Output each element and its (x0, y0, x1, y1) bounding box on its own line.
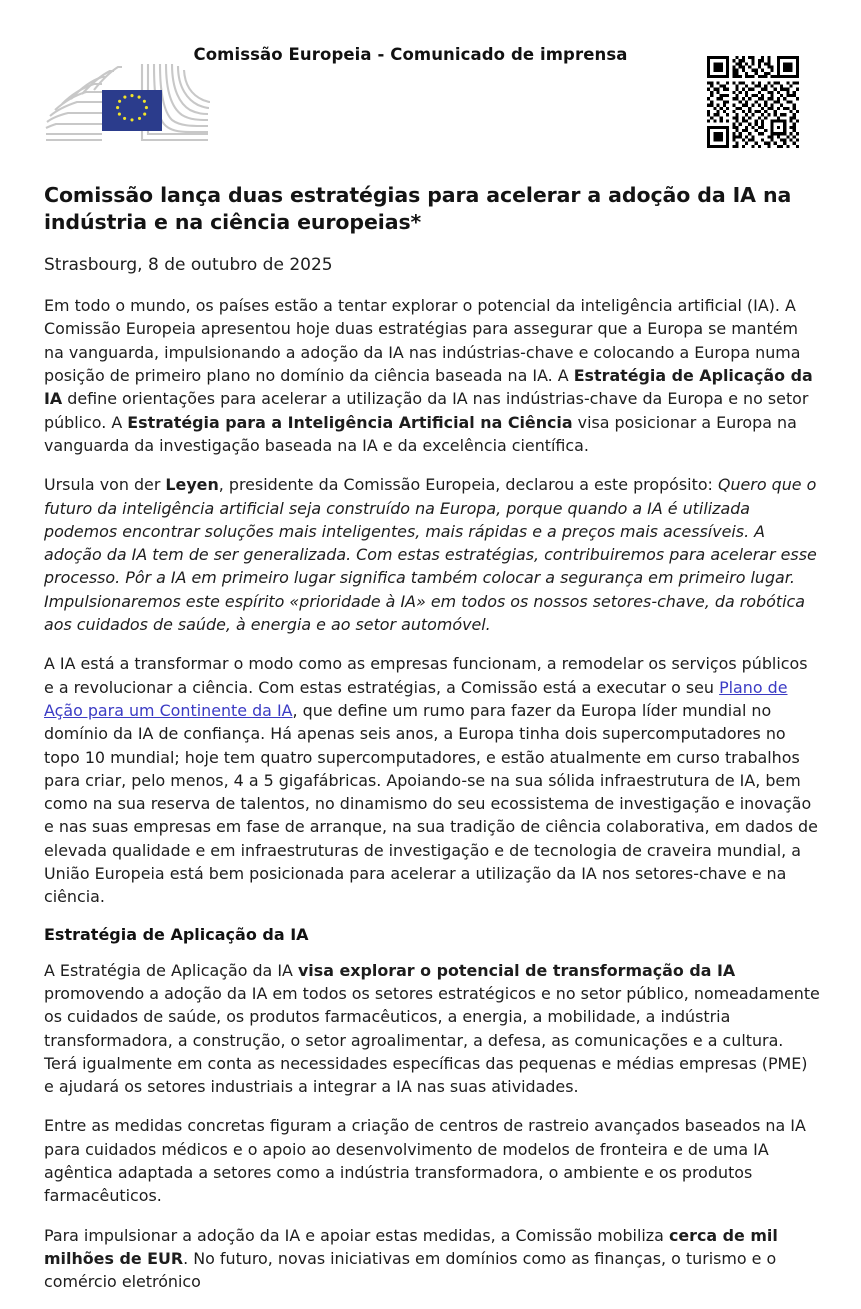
para-text: A Estratégia de Aplicação da IA (44, 960, 298, 980)
para-text: . No futuro, novas iniciativas em domínios como as finanças, o turismo e o comércio eletrónico (44, 1248, 777, 1292)
para-text: promovendo a adoção da IA em todos os setores estratégicos e no setor público, nomeadamente os cuidados de saúde, os produtos farmacêuticos, a energia, a mobilidade, a indústria transformadora, a construção, o setor agroalimentar, a defesa, as comunicações e a cultura. Terá igualmente em conta as necessidades específicas das pequenas e médias empresas (PME) e ajudará os setores industriais a integrar a IA nas suas atividades. (44, 983, 820, 1097)
paragraph-application-strategy (44, 959, 820, 1099)
para-text: Ursula von der (44, 475, 166, 495)
para-text: visa posicionar a Europa na vanguarda da investigação baseada na IA e da excelência científica. (44, 412, 797, 455)
paragraph-concrete-measures: Entre as medidas concretas figuram a criação de centros de rastreio avançados baseados na IA para cuidados médicos e o apoio ao desenvolvimento de modelos de fronteira e de uma IA agêntica adaptada a setores como a indústria transformadora, o ambiente e os produtos farmacêuticos. (44, 1116, 806, 1206)
bold-leyen: Leyen (165, 475, 219, 495)
link-ai-continent-action-plan[interactable]: Plano de Ação para um Continente da IA (44, 677, 788, 720)
paragraph-intro (44, 294, 820, 457)
paragraph-action-plan (44, 652, 820, 908)
para-text: , presidente da Comissão Europeia, declarou a este propósito: (218, 475, 718, 495)
document-header (0, 0, 861, 158)
para-text: Para impulsionar a adoção da IA e apoiar estas medidas, a Comissão mobiliza (44, 1225, 669, 1245)
dateline: Strasbourg, 8 de outubro de 2025 (44, 255, 333, 276)
section-heading-application-strategy: Estratégia de Aplicação da IA (44, 924, 309, 944)
page-title: Comissão lança duas estratégias para acelerar a adoção da IA na indústria e na ciência europeias* (44, 183, 792, 235)
bold-one-billion-eur: cerca de mil milhões de EUR (44, 1225, 778, 1268)
header-title: Comissão Europeia - Comunicado de imprensa (193, 45, 628, 64)
document-body (44, 182, 820, 1309)
para-text: , que define um rumo para fazer da Europa líder mundial no domínio da IA de confiança. Há apenas seis anos, a Europa tinha dois supercomputadores no topo 10 mundial; hoje tem quatro supercomputadores, e estão atualmente em curso trabalhos para criar, pelo menos, 4 a 5 gigafábricas. Apoiando-se na sua sólida infraestrutura de IA, bem como na sua reserva de talentos, no dinamismo do seu ecossistema de investigação e inovação e nas suas empresas em fase de arranque, na sua tradição de ciência colaborativa, em dados de elevada qualidade e em infraestruturas de investigação e de tecnologia de craveira mundial, a União Europeia está bem posicionada para acelerar a utilização da IA nos setores-chave e na ciência. (44, 700, 818, 907)
bold-transformation-potential: visa explorar o potencial de transformação da IA (297, 960, 736, 980)
para-text: A IA está a transformar o modo como as empresas funcionam, a remodelar os serviços públicos e a revolucionar a ciência. Com estas estratégias, a Comissão está a executar o seu (44, 654, 808, 697)
paragraph-quote (44, 473, 820, 636)
para-text: Em todo o mundo, os países estão a tentar explorar o potencial da inteligência artificial (IA). A Comissão Europeia apresentou hoje duas estratégias para assegurar que a Europa se mantém na vanguarda, impulsionando a adoção da IA nas indústrias-chave e colocando a Europa numa posição de primeiro plano no domínio da ciência baseada na IA. A (44, 296, 801, 386)
para-text: define orientações para acelerar a utilização da IA nas indústrias-chave da Europa e no setor público. A (44, 389, 809, 432)
qr-code (707, 56, 799, 148)
eu-commission-logo (44, 62, 210, 146)
quote-text: Quero que o futuro da inteligência artificial seja construído na Europa, porque quando a IA é utilizada podemos encontrar soluções mais inteligentes, mais rápidas e a preços mais acessíveis. A adoção da IA tem de ser generalizada. Com estas estratégias, contribuiremos para acelerar esse processo. Pôr a IA em primeiro lugar significa também colocar a segurança em primeiro lugar. Impulsionaremos este espírito «prioridade à IA» em todos os nossos setores-chave, da robótica aos cuidados de saúde, à energia e ao setor automóvel. (44, 475, 817, 635)
bold-strategy-application: Estratégia de Aplicação da IA (44, 366, 813, 409)
paragraph-funding (44, 1224, 820, 1294)
bold-strategy-science: Estratégia para a Inteligência Artificial na Ciência (127, 412, 573, 432)
